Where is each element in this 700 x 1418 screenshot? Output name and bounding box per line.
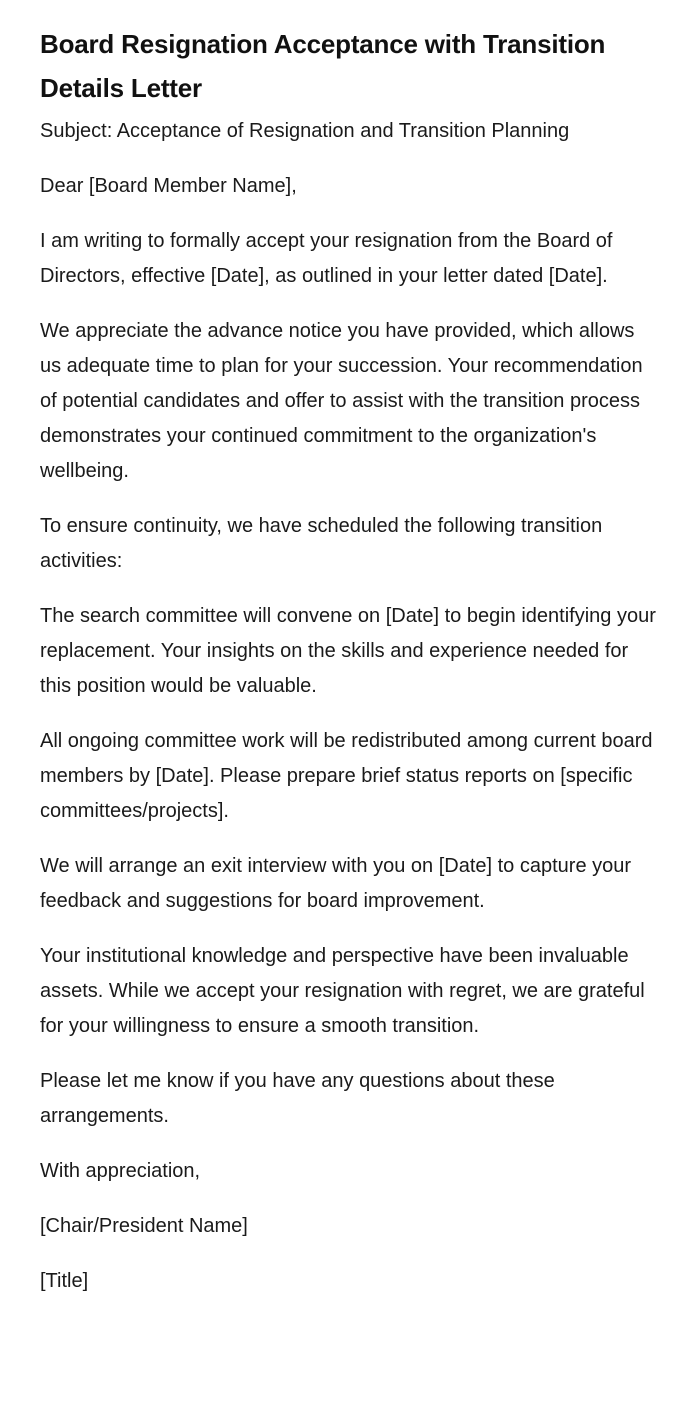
subject-line: Subject: Acceptance of Resignation and Transition Planning — [40, 120, 570, 142]
body-paragraph-gratitude: Your institutional knowledge and perspective have been invaluable assets. While we accept your resignation with regret, we are grateful for your willingness to ensure a smooth transition. — [40, 945, 645, 1037]
body-paragraph-continuity: To ensure continuity, we have scheduled the following transition activities: — [40, 515, 603, 572]
signer-title: [Title] — [40, 1270, 89, 1292]
body-paragraph-search-committee: The search committee will convene on [Date] to begin identifying your replacement. Your insights on the skills and experience needed for this position would be valuable. — [40, 605, 656, 697]
salutation: Dear [Board Member Name], — [40, 175, 297, 197]
body-paragraph-questions: Please let me know if you have any questions about these arrangements. — [40, 1070, 555, 1127]
closing: With appreciation, — [40, 1160, 201, 1182]
signer-name: [Chair/President Name] — [40, 1215, 248, 1237]
body-paragraph-committee-work: All ongoing committee work will be redistributed among current board members by [Date]. Please prepare brief status reports on [specific committees/projects]. — [40, 730, 653, 822]
body-paragraph-intro: I am writing to formally accept your resignation from the Board of Directors, effective [Date], as outlined in your letter dated [Date]. — [40, 230, 613, 287]
document-title: Board Resignation Acceptance with Transition Details Letter — [40, 29, 606, 103]
body-paragraph-exit-interview: We will arrange an exit interview with you on [Date] to capture your feedback and suggestions for board improvement. — [40, 855, 632, 912]
body-paragraph-appreciation: We appreciate the advance notice you have provided, which allows us adequate time to plan for your succession. Your recommendation of potential candidates and offer to assist with the transition process demonstrates your continued commitment to the organization's wellbeing. — [40, 320, 643, 482]
